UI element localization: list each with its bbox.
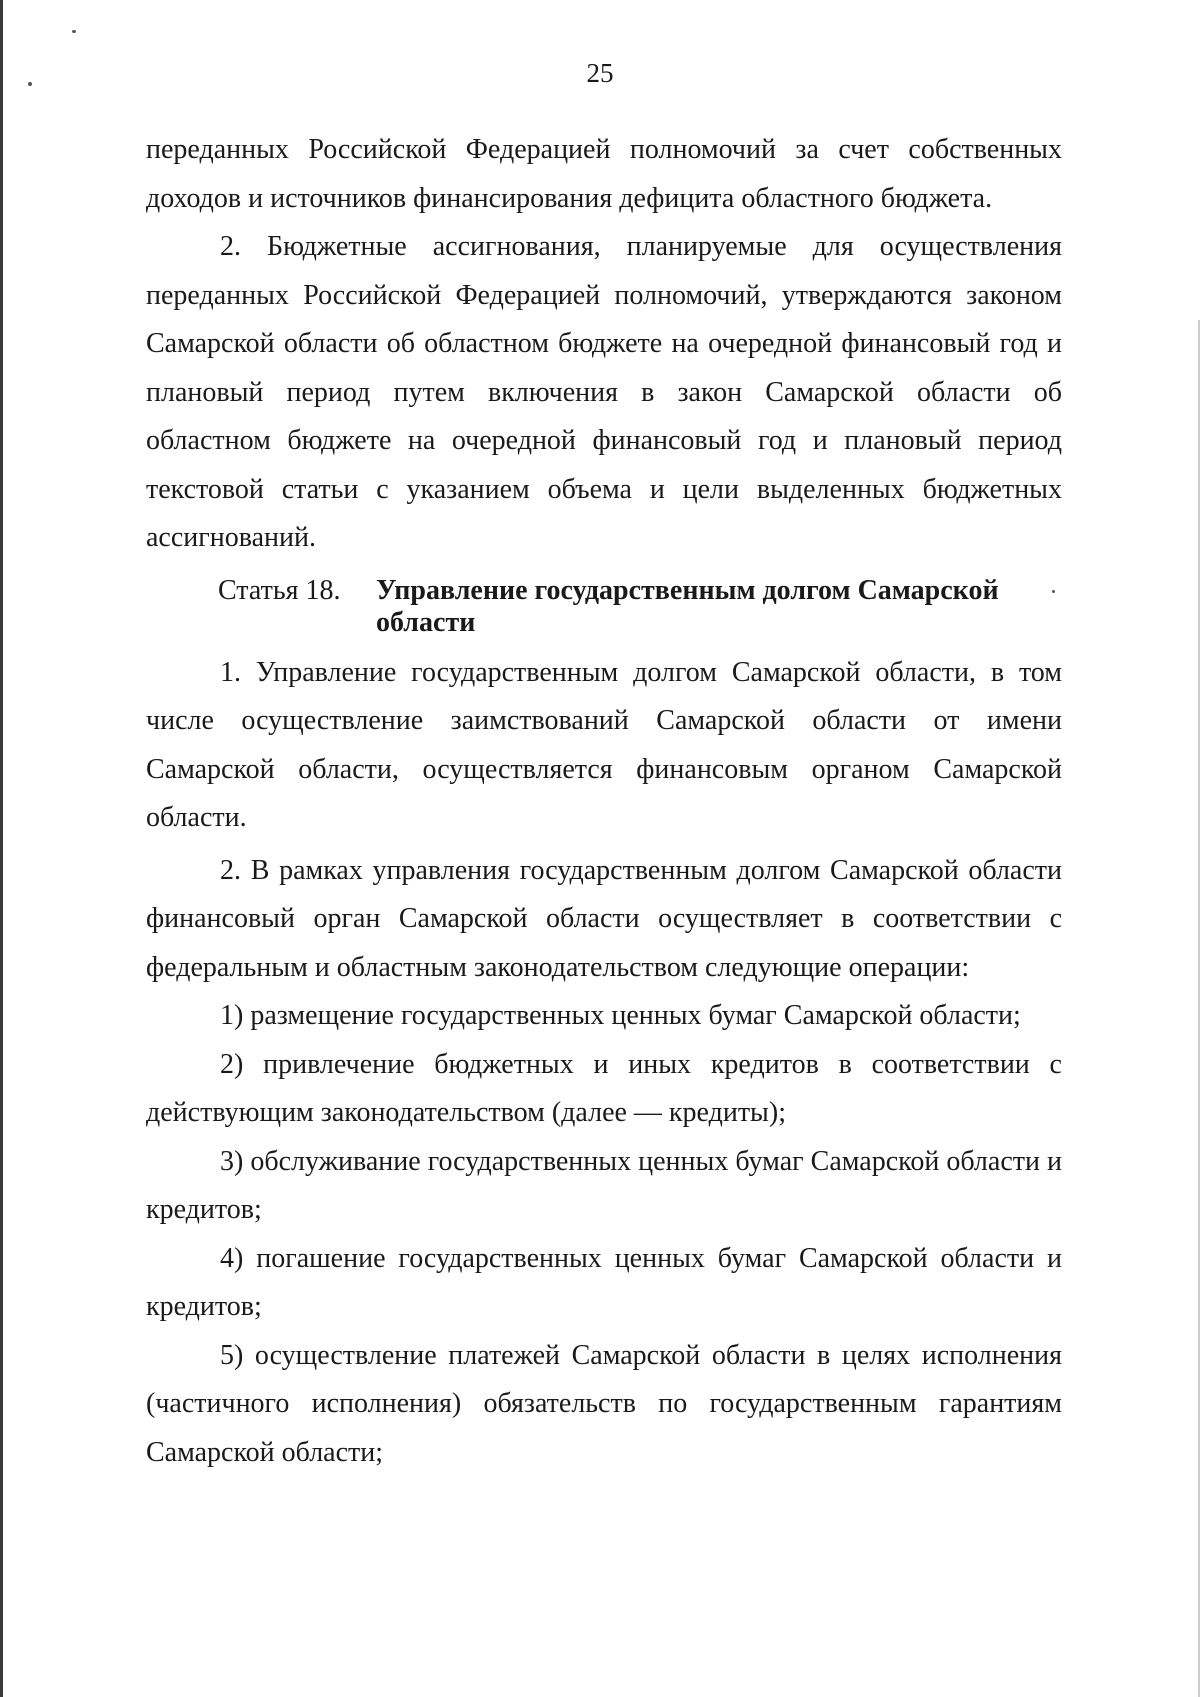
list-item-1: 1) размещение государственных ценных бумаг Самарской области;: [220, 1000, 1021, 1031]
page-number: 25: [586, 58, 614, 88]
paragraph-clause-1: 1. Управление государственным долгом Самарской области, в том числе осуществление заимствований Самарской области от имени Самарской области, осуществляется финансовым органом Самарской области.: [146, 656, 1062, 833]
paragraph-item-2: 2. Бюджетные ассигнования, планируемые для осуществления переданных Российской Федерацией полномочий, утверждаются законом Самарской области об областном бюджете на очередной финансовый год и плановый период путем включения в закон Самарской области об областном бюджете на очередной финансовый год и плановый период текстовой статьи с указанием объема и цели выделенных бюджетных ассигнований.: [146, 231, 1062, 553]
list-item-3: 3) обслуживание государственных ценных бумаг Самарской области и кредитов;: [146, 1145, 1062, 1225]
scan-speck: [72, 30, 76, 33]
document-body: [146, 126, 1062, 1477]
list-item-4: 4) погашение государственных ценных бумаг Самарской области и кредитов;: [146, 1242, 1062, 1322]
article-title: Управление государственным долгом Самарской области: [376, 574, 999, 638]
list-item-5: 5) осуществление платежей Самарской области в целях исполнения (частичного исполнения) обязательств по государственным гарантиям Самарской области;: [146, 1339, 1062, 1468]
list-item-2: 2) привлечение бюджетных и иных кредитов в соответствии с действующим законодательством (далее — кредиты);: [146, 1048, 1062, 1128]
scan-edge-left: [0, 0, 3, 1697]
article-heading: [146, 575, 1062, 639]
paragraph-clause-2: 2. В рамках управления государственным долгом Самарской области финансовый орган Самарской области осуществляет в соответствии с федеральным и областным законодательством следующие операции:: [146, 854, 1062, 983]
article-number: Статья 18.: [218, 574, 341, 606]
paragraph-continuation: переданных Российской Федерацией полномочий за счет собственных доходов и источников финансирования дефицита областного бюджета.: [146, 134, 1062, 214]
